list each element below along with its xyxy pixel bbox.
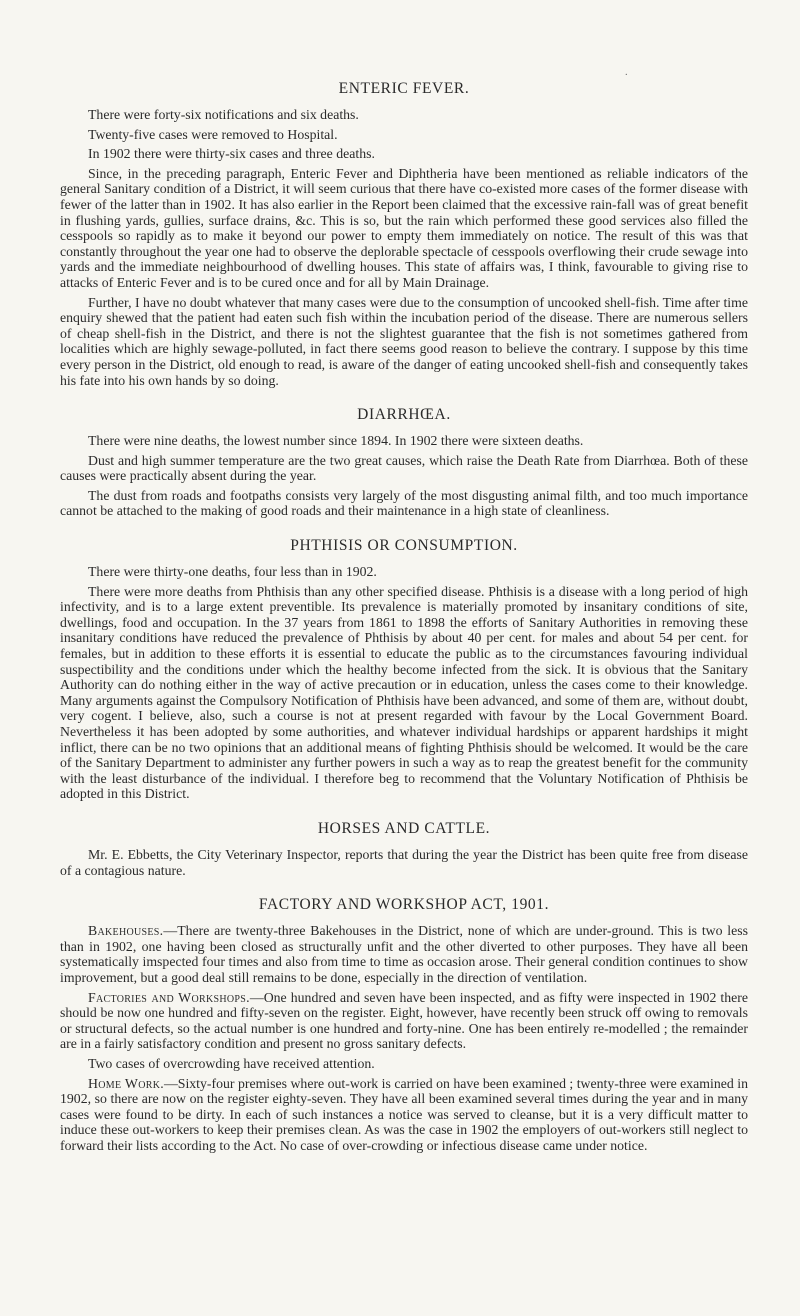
section-phthisis [60, 537, 748, 802]
section-horses-cattle [60, 820, 748, 878]
paragraph: There were forty-six notifications and six deaths. [88, 107, 359, 122]
section-heading: FACTORY AND WORKSHOP ACT, 1901. [258, 896, 550, 914]
paragraph: In 1902 there were thirty-six cases and three deaths. [88, 146, 375, 162]
run-in-heading: Bakehouses. [88, 923, 164, 939]
paragraph: There were nine deaths, the lowest number since 1894. In 1902 there were sixteen deaths. [88, 433, 584, 449]
section-factory-act [60, 896, 748, 1153]
paragraph: Two cases of overcrowding have received attention. [88, 1055, 375, 1071]
section-diarrhoea [60, 406, 748, 519]
paragraph: The dust from roads and footpaths consists very largely of the most disgusting animal filth, and too much importance cannot be attached to the making of good roads and their maintenance in a high state of cleanliness. [60, 487, 748, 519]
section-heading: ENTERIC FEVER. [338, 80, 470, 97]
paragraph-text: —One hundred and seven have been inspected, and as fifty were inspected in 1902 there should be now one hundred and fifty-seven on the register. Eight, however, have recently been struck off owing to removals or structural defects, so the actual number is one hundred and forty-nine. One has been entirely re-modelled ; the remainder are in a fairly satisfactory condition and present no gross sanitary defects. [60, 989, 748, 1052]
section-heading: HORSES AND CATTLE. [317, 819, 491, 837]
paragraph: There were more deaths from Phthisis than any other specified disease. Phthisis is a disease with a long period of high infectivity, and is to a large extent preventible. Its prevalence is materially promoted by insanitary conditions of site, dwellings, food and occupation. In the 37 years from 1861 to 1898 the efforts of Sanitary Authorities in removing these insanitary conditions have reduced the prevalence of Phthisis by about 40 per cent. for males and about 54 per cent. for females, but in addition to these efforts it is essential to educate the public as to the circumstances favouring individual suspectibility and the conditions under which the healthy become infected from the sick. It is obvious that the Sanitary Authority can do nothing either in the way of active precaution or in education, unless the cases come to their knowledge. Many arguments against the Compulsory Notification of Phthisis have been advanced, and some of them are, without doubt, very cogent. I believe, also, such a course is not at present regarded with favour by the Local Government Board. Nevertheless it has been adopted by some authorities, and whatever individual hardships or apparent hardships it might inflict, there can be no two opinions that an additional means of fighting Phthisis should be welcomed. It would be the care of the Sanitary Department to administer any further powers in such a way as to reap the greatest benefit for the community with the least disturbance of the individual. I therefore beg to recommend that the Voluntary Notification of Phthisis be adopted in this District. [60, 583, 748, 802]
paragraph: Further, I have no doubt whatever that many cases were due to the consumption of uncooked shell-fish. Time after time enquiry shewed that the patient had eaten such fish within the incubation period of the disease. There are numerous sellers of cheap shell-fish in the District, and there is not the slightest guarantee that the fish is not sometimes gathered from localities which are highly sewage-polluted, in fact there seems good reason to believe the contrary. I suppose by this time every person in the District, old enough to read, is aware of the danger of eating uncooked shell-fish and consequently takes his fate into his own hands by so doing. [60, 294, 748, 388]
section-heading: PHTHISIS OR CONSUMPTION. [290, 537, 518, 555]
section-heading: DIARRHŒA. [357, 406, 451, 424]
paragraph: Since, in the preceding paragraph, Enteric Fever and Diphtheria have been mentioned as reliable indicators of the general Sanitary condition of a District, it will seem curious that there have co-existed more cases of the former disease with fewer of the latter than in 1902. It has also earlier in the Report been claimed that the excessive rain-fall was of great benefit in flushing yards, gullies, surface drains, &c. This is so, but the rain which performed these good services also filled the cesspools so rapidly as to make it beyond our power to empty them immediately on notice. The result of this was that constantly throughout the year one had to observe the deplorable spectacle of cesspools overflowing their crude sewage into yards and the immediate neighbourhood of dwelling houses. This state of affairs was, I think, favourable to giving rise to attacks of Enteric Fever and is to be cured once and for all by Main Drainage. [60, 165, 748, 290]
paragraph-text: —Sixty-four premises where out-work is carried on have been examined ; twenty-three were examined in 1902, so there are now on the register eighty-seven. They have all been examined several times during the year and in many cases were found to be dirty. In each of such instances a notice was served to cleanse, but it is a very difficult matter to induce these out-workers to keep their premises clean. As was the case in 1902 the employers of out-workers still neglect to forward their lists according to the Act. No case of over-crowding or infectious disease came under notice. [60, 1075, 748, 1153]
paragraph: There were thirty-one deaths, four less than in 1902. [88, 564, 377, 580]
paragraph: Dust and high summer temperature are the two great causes, which raise the Death Rate from Diarrhœa. Both of these causes were practically absent during the year. [60, 452, 748, 484]
paragraph-factories [60, 990, 748, 1052]
section-enteric-fever [60, 80, 748, 388]
paragraph-bakehouses [60, 923, 748, 985]
margin-mark: · [624, 70, 628, 81]
paragraph: Mr. E. Ebbetts, the City Veterinary Inspector, reports that during the year the District has been quite free from disease of a contagious nature. [60, 846, 748, 878]
run-in-heading: Home Work. [88, 1075, 164, 1091]
run-in-heading: Factories and Workshops. [88, 989, 250, 1005]
paragraph-text: —There are twenty-three Bakehouses in the District, none of which are under-ground. This is two less than in 1902, one having been closed as structurally unfit and the other diverted to other purposes. They have all been systematically imspected four times and also from time to time as occasion arose. Their general condition continues to show improvement, but a good deal still remains to be done, especially in the direction of ventilation. [60, 923, 748, 985]
paragraph-home-work [60, 1076, 748, 1154]
paragraph: Twenty-five cases were removed to Hospital. [88, 126, 338, 142]
